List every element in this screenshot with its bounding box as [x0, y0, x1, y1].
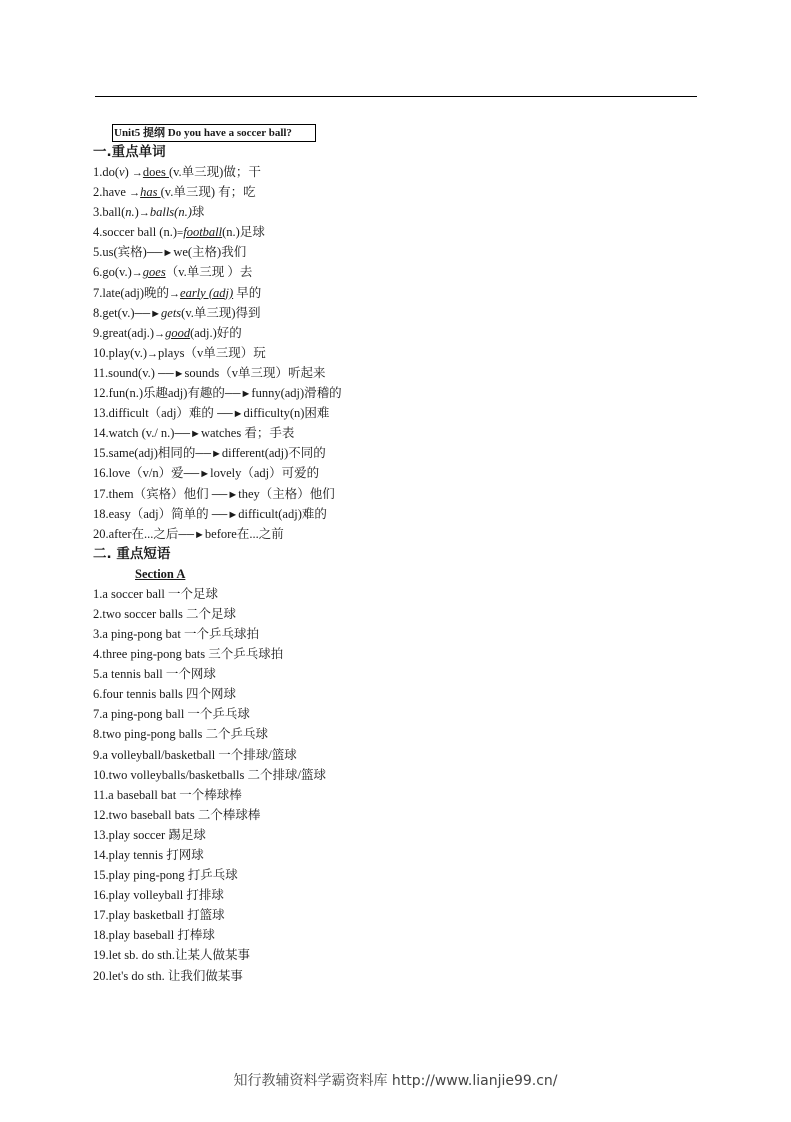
vocab-pre: 9.great(adj.) — [93, 325, 155, 340]
vocab-key: difficult — [238, 506, 279, 521]
vocab-list — [93, 162, 713, 544]
phrase-item: 4.three ping-pong bats 三个乒乓球拍 — [93, 647, 284, 662]
vocab-item — [93, 463, 713, 483]
vocab-post: (adj)难的 — [278, 506, 327, 521]
vocab-item — [93, 202, 713, 222]
phrase-item: 1.a soccer ball 一个足球 — [93, 586, 218, 601]
arrow-icon: ──► — [134, 307, 162, 320]
arrow-icon: = — [177, 227, 184, 240]
vocab-pre: 12.fun(n.)乐趣adj)有趣的 — [93, 386, 225, 401]
section-a-subheading: Section A — [135, 566, 186, 581]
vocab-key: funny — [251, 386, 281, 401]
vocab-pre: 15.same(adj)相同的 — [93, 446, 196, 461]
vocab-pre: 1.do( — [93, 165, 120, 179]
vocab-key: balls(n.) — [149, 205, 192, 220]
arrow-icon: ──► — [224, 388, 252, 401]
phrase-item: 5.a tennis ball 一个网球 — [93, 667, 216, 682]
phrase-item: 7.a ping-pong ball 一个乒乓球 — [93, 707, 250, 722]
vocab-post: （v单三现）听起来 — [219, 365, 326, 380]
footer-watermark: 知行教辅资料学霸资料库 http://www.lianjie99.cn/ — [233, 1073, 558, 1089]
vocab-post: (n)困难 — [289, 406, 330, 421]
vocab-pre2: ) — [134, 205, 139, 220]
vocab-pre: 10.play(v.) — [93, 345, 148, 360]
vocab-item — [93, 504, 713, 524]
vocab-post: 球 — [191, 205, 205, 220]
phrase-item: 19.let sb. do sth.让某人做某事 — [93, 948, 250, 963]
vocab-post: （主格）他们 — [259, 486, 335, 501]
vocab-pre-i: n. — [125, 205, 135, 220]
vocab-item — [93, 524, 713, 544]
phrase-item: 3.a ping-pong bat 一个乒乓球拍 — [93, 626, 259, 641]
top-rule-divider — [95, 96, 697, 97]
vocab-post: (v.单三现)得到 — [181, 305, 261, 320]
arrow-icon: ──► — [146, 247, 174, 260]
vocab-item — [93, 343, 713, 363]
vocab-pre: 7.late(adj)晚的 — [93, 285, 170, 300]
vocab-pre: 8.get(v.) — [93, 305, 135, 320]
vocab-pre: 18.easy（adj）简单的 — [93, 506, 212, 521]
vocab-post: (adj)不同的 — [264, 446, 326, 461]
section1-heading: 一.重点单词 — [93, 144, 166, 160]
arrow-icon: → — [131, 167, 143, 179]
vocab-key: before — [204, 526, 237, 541]
arrow-icon: ──► — [158, 367, 185, 380]
arrow-icon: ──► — [217, 408, 244, 421]
vocab-post: 看；手表 — [241, 426, 295, 441]
vocab-pre: 6.go(v.) — [93, 265, 132, 280]
phrase-item: 17.play basketball 打篮球 — [93, 908, 225, 923]
vocab-pre: 13.difficult（adj）难的 — [93, 406, 218, 421]
phrase-item: 14.play tennis 打网球 — [93, 848, 204, 862]
vocab-pre: 11.sound(v.) — [93, 365, 159, 380]
arrow-icon: ──► — [178, 528, 205, 541]
phrase-item: 8.two ping-pong balls 二个乒乓球 — [93, 727, 268, 742]
vocab-key: plays — [158, 345, 185, 360]
vocab-pre-i: v — [119, 165, 125, 179]
vocab-key: football — [183, 225, 223, 240]
phrase-item: 18.play baseball 打棒球 — [93, 928, 215, 943]
arrow-icon: → — [169, 287, 181, 300]
vocab-pre: 3.ball( — [93, 205, 126, 220]
vocab-key: difficulty — [243, 406, 290, 421]
vocab-item — [93, 283, 713, 303]
phrase-item: 20.let's do sth. 让我们做某事 — [93, 968, 243, 983]
vocab-item — [93, 443, 713, 463]
document-body — [93, 142, 713, 986]
arrow-icon: → — [129, 187, 141, 200]
vocab-post: (v.单三现) 有；吃 — [160, 185, 256, 200]
phrase-item: 11.a baseball bat 一个棒球棒 — [93, 787, 242, 802]
phrase-item: 2.two soccer balls 二个足球 — [93, 606, 237, 621]
unit-title-box: Unit5 提纲 Do you have a soccer ball? — [112, 124, 316, 142]
vocab-key: watches — [200, 426, 242, 441]
arrow-icon: → — [138, 207, 150, 220]
vocab-item — [93, 242, 713, 262]
phrase-item: 9.a volleyball/basketball 一个排球/篮球 — [93, 747, 297, 762]
vocab-item — [93, 303, 713, 323]
vocab-item — [93, 383, 713, 403]
vocab-item — [93, 363, 713, 383]
vocab-key: sounds — [184, 365, 220, 380]
vocab-item — [93, 222, 713, 242]
vocab-key: they — [238, 486, 260, 501]
vocab-key: different — [221, 446, 265, 461]
arrow-icon: → — [131, 267, 143, 280]
vocab-item — [93, 182, 713, 202]
vocab-item — [93, 423, 713, 443]
vocab-pre: 20.after在...之后 — [93, 526, 179, 541]
vocab-post: （v单三现）玩 — [184, 345, 266, 360]
vocab-post: (n.)足球 — [222, 225, 265, 240]
vocab-item — [93, 484, 713, 504]
vocab-key: we — [173, 245, 188, 260]
vocab-item — [93, 162, 713, 182]
arrow-icon: ──► — [211, 508, 239, 521]
phrase-item: 10.two volleyballs/basketballs 二个排球/篮球 — [93, 767, 326, 782]
phrase-list — [93, 584, 713, 986]
vocab-pre2: ) — [124, 165, 132, 179]
vocab-post: (v.单三现)做；干 — [168, 165, 261, 179]
phrase-item: 13.play soccer 踢足球 — [93, 827, 206, 842]
vocab-key: has — [140, 185, 161, 200]
vocab-pre: 14.watch (v./ n.) — [93, 426, 175, 441]
vocab-item — [93, 403, 713, 423]
vocab-key: lovely — [210, 466, 242, 481]
vocab-item — [93, 323, 713, 343]
vocab-post: (adj)滑稽的 — [280, 386, 342, 401]
vocab-pre: 16.love（v/n）爱 — [93, 466, 184, 481]
vocab-post: （v.单三现 ）去 — [165, 265, 253, 280]
vocab-key: gets — [161, 305, 182, 320]
vocab-post: （adj）可爱的 — [241, 466, 320, 481]
vocab-key: early (adj) — [180, 285, 234, 300]
vocab-item — [93, 262, 713, 282]
phrase-item: 16.play volleyball 打排球 — [93, 888, 224, 903]
section2-heading: 二. 重点短语 — [93, 545, 171, 562]
arrow-icon: → — [154, 327, 166, 340]
phrase-item: 12.two baseball bats 二个棒球棒 — [93, 807, 261, 822]
phrase-item: 6.four tennis balls 四个网球 — [93, 687, 237, 702]
vocab-post: (主格)我们 — [187, 245, 247, 260]
arrow-icon: ──► — [174, 428, 201, 441]
vocab-post: 早的 — [233, 285, 262, 300]
arrow-icon: ──► — [211, 488, 239, 501]
vocab-pre: 4.soccer ball (n.) — [93, 225, 177, 240]
vocab-post: (adj.)好的 — [190, 325, 242, 340]
vocab-post: 在...之前 — [236, 526, 284, 541]
vocab-key: good — [165, 325, 191, 340]
arrow-icon: ──► — [195, 448, 222, 461]
arrow-icon: → — [147, 347, 159, 360]
vocab-pre: 5.us(宾格) — [93, 245, 147, 260]
vocab-pre: 2.have — [93, 185, 130, 200]
vocab-key: goes — [142, 265, 166, 280]
phrase-item: 15.play ping-pong 打乒乓球 — [93, 868, 238, 883]
vocab-key: does — [142, 165, 169, 179]
vocab-pre: 17.them（宾格）他们 — [93, 486, 212, 501]
arrow-icon: ──► — [183, 468, 211, 481]
